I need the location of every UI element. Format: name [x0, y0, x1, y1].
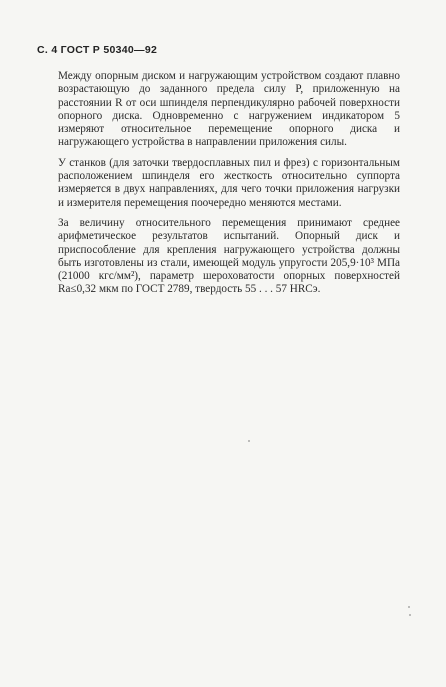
scan-speck [408, 606, 410, 608]
scan-speck [248, 440, 250, 442]
scan-speck [409, 614, 411, 616]
paragraph-2: У станков (для заточки твердосплавных пил и фрез) с горизонтальным расположением шпинделя его жесткость относительно суппорта измеряется в двух направлениях, для чего точки приложения нагрузки и измерителя перемещения поочередно меняются местами. [58, 156, 400, 209]
paragraph-1: Между опорным диском и нагружающим устройством создают плавно возрастающую до заданного предела силу P, приложенную на расстоянии R от оси шпинделя перпендикулярно рабочей поверхности опорного диска. Одновременно с нагружением индикатором 5 измеряют относительное перемещение опорного диска и нагружающего устройства в направлении приложения силы. [58, 70, 400, 149]
document-body [58, 70, 400, 304]
paragraph-3: За величину относительного перемещения принимают среднее арифметическое результатов испытаний. Опорный диск и приспособление для крепления нагружающего устройства должны быть изготовлены из стали, имеющей модуль упругости 205,9·10³ МПа (21000 кгс/мм²), параметр шероховатости опорных поверхностей Ra≤0,32 мкм по ГОСТ 2789, твердость 55 . . . 57 HRCэ. [58, 216, 400, 296]
page-header: С. 4 ГОСТ Р 50340—92 [37, 44, 158, 56]
